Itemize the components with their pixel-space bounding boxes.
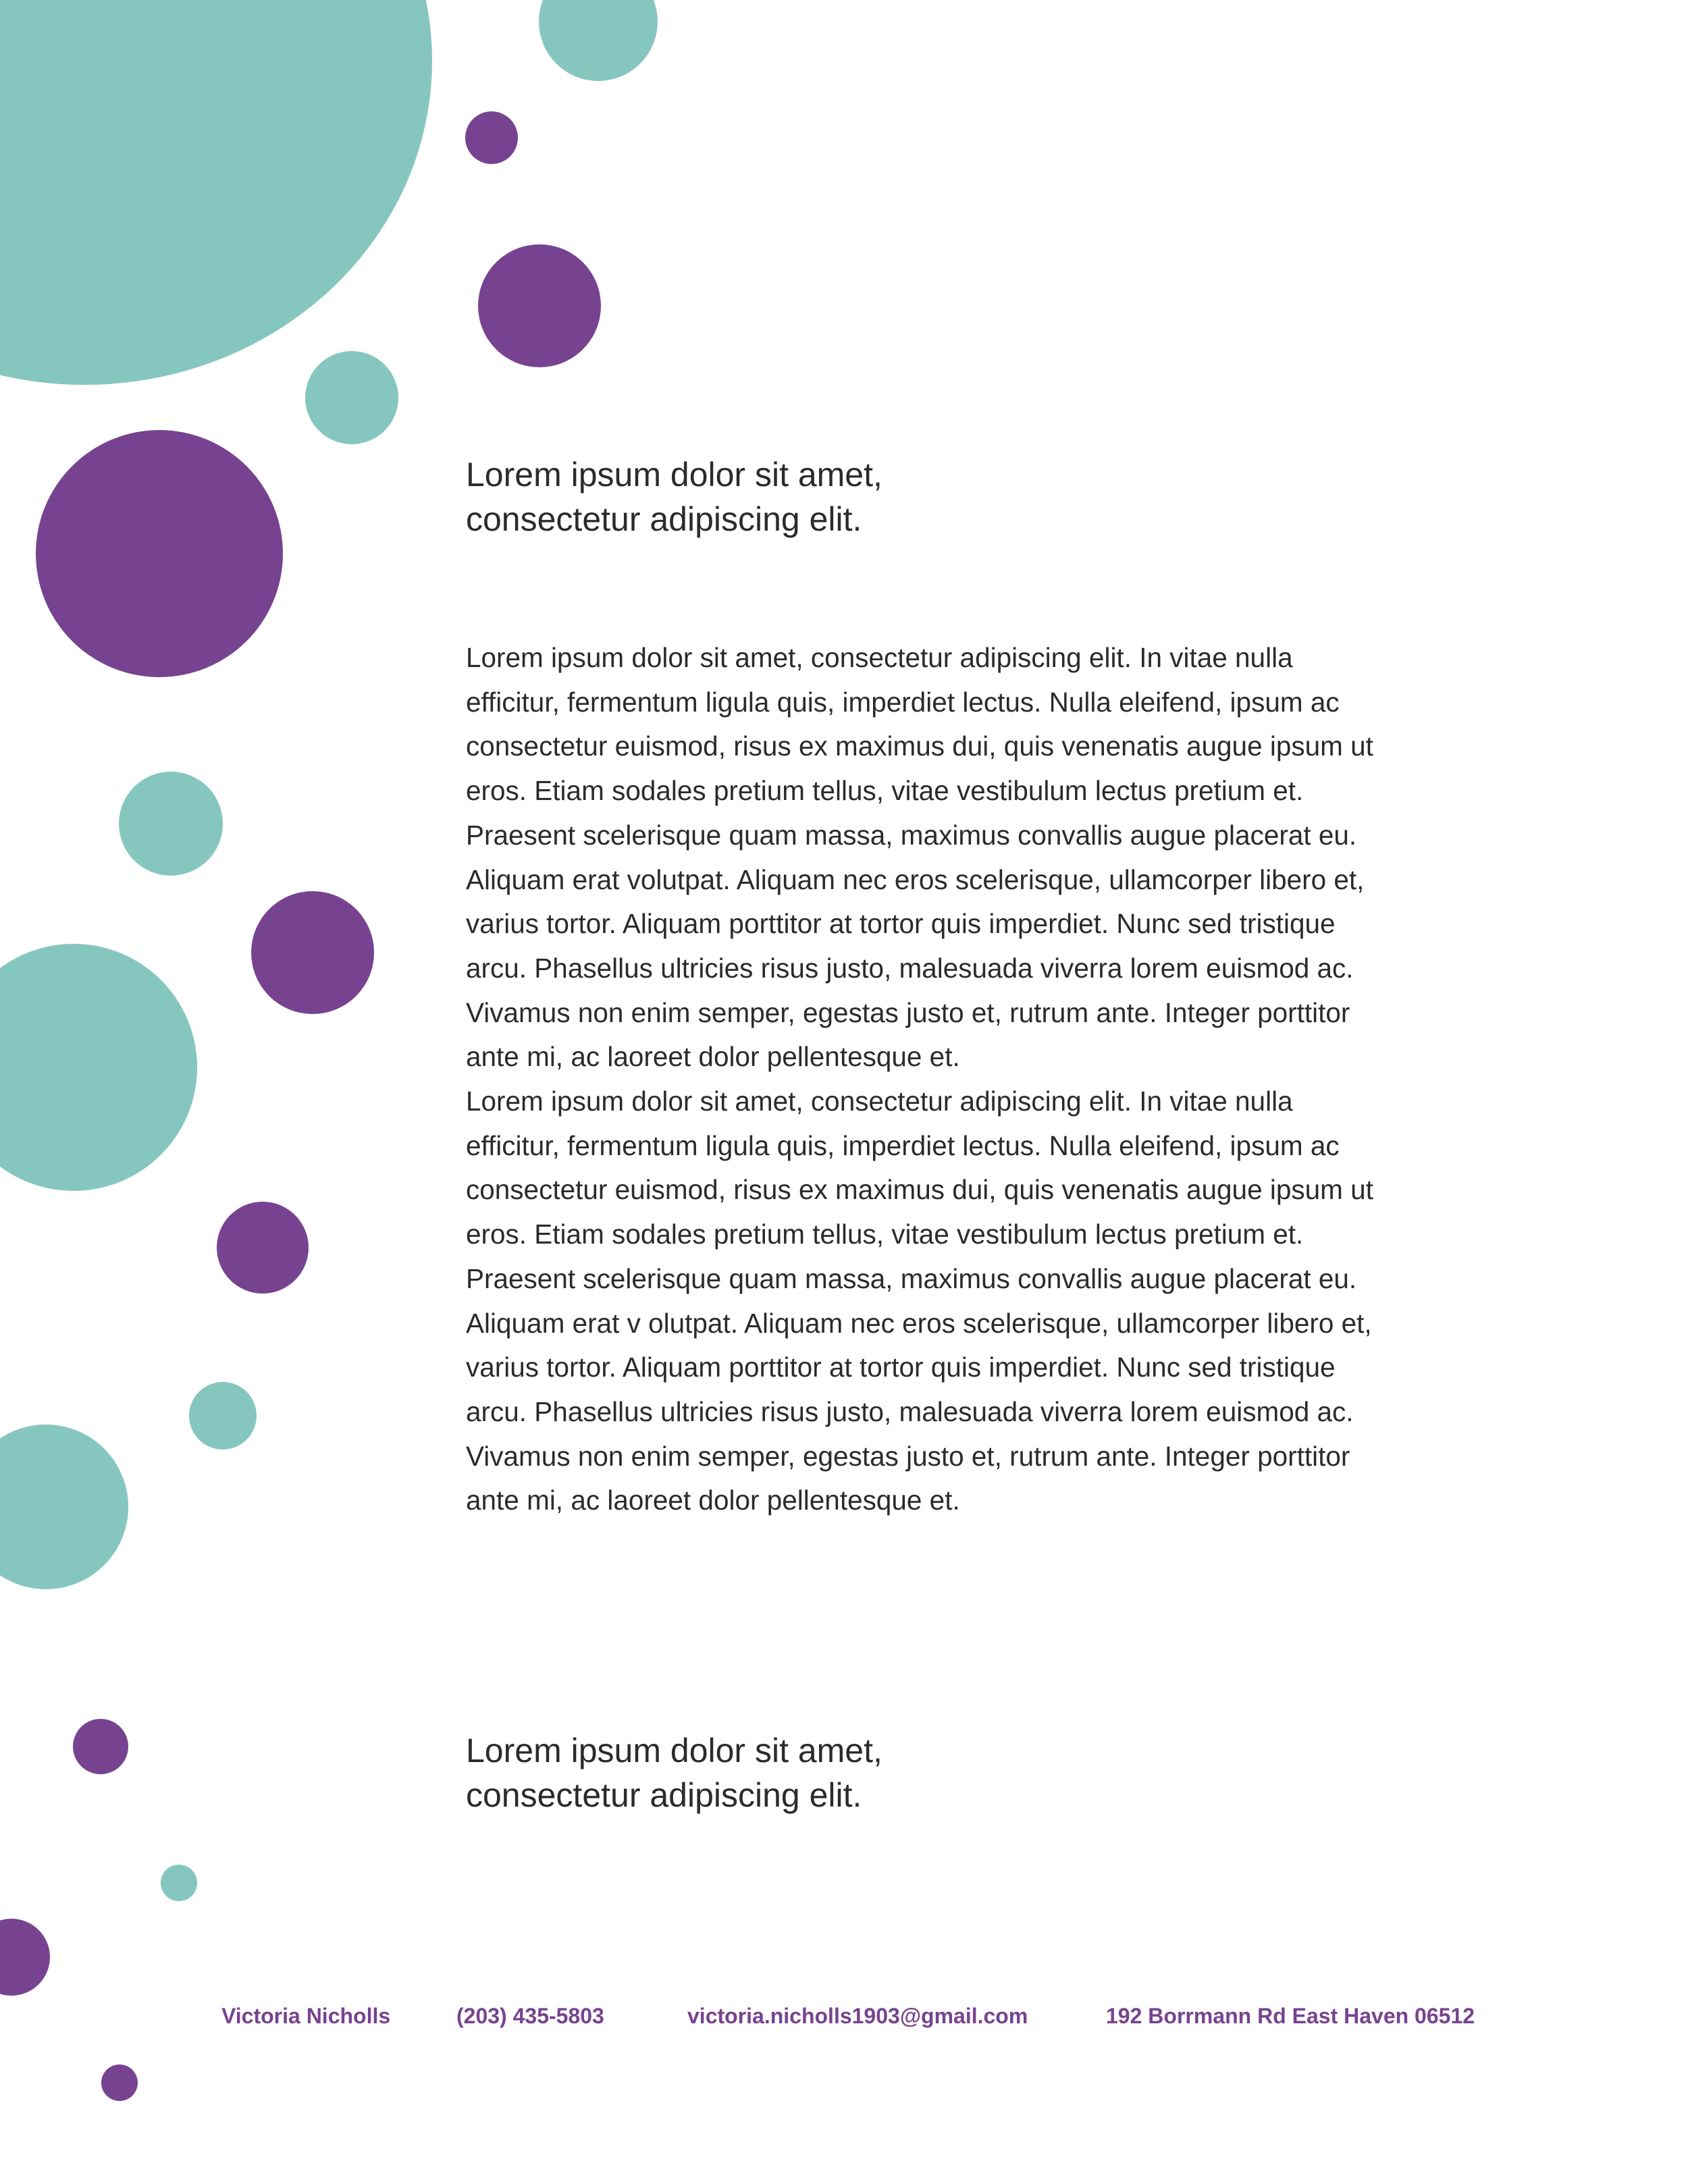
letter-heading-bottom: Lorem ipsum dolor sit amet, consectetur adipiscing elit. (466, 1732, 882, 1814)
contact-footer (0, 2004, 1688, 2037)
decorative-circle-purple-mid (251, 891, 374, 1014)
footer-phone: (203) 435-5803 (456, 2004, 604, 2028)
decorative-circle-purple-large (36, 430, 283, 677)
decorative-circle-teal-top (539, 0, 658, 81)
decorative-circle-purple-small-top (465, 111, 518, 164)
decorative-circle-teal-mid-top (305, 351, 398, 444)
decorative-circle-purple-small-lower (73, 1719, 128, 1774)
footer-address: 192 Borrmann Rd East Haven 06512 (1106, 2004, 1475, 2028)
decorative-circle-teal-small-lower (189, 1382, 257, 1449)
decorative-circle-purple-top (478, 244, 601, 367)
decorative-circle-purple-lower (217, 1202, 309, 1294)
decorative-circle-purple-tiny (101, 2065, 138, 2101)
decorative-circle-teal-large-top (0, 0, 432, 385)
decorative-circle-purple-edge (0, 1919, 50, 1996)
body-paragraph-1: Lorem ipsum dolor sit amet, consectetur adipiscing elit. In vitae nulla efficitur, fermentum ligula quis, imperdiet lectus. Nulla eleifend, ipsum ac consectetur euismod, risus ex maximus dui, quis venenatis augue ipsum ut eros. Etiam sodales pretium tellus, vitae vestibulum lectus pretium et. Praesent scelerisque quam massa, maximus convallis augue placerat eu. (466, 642, 1373, 851)
footer-name: Victoria Nicholls (221, 2004, 391, 2028)
decorative-circle-teal-mid (119, 772, 223, 876)
letter-heading-top: Lorem ipsum dolor sit amet, consectetur adipiscing elit. (466, 456, 882, 538)
body-paragraph-3: Lorem ipsum dolor sit amet, consectetur adipiscing elit. In vitae nulla efficitur, fermentum ligula quis, imperdiet lectus. Nulla eleifend, ipsum ac consectetur euismod, risus ex maximus dui, quis venenatis augue ipsum ut eros. Etiam sodales pretium tellus, vitae vestibulum lectus pretium et. Praesent scelerisque quam massa, maximus convallis augue placerat eu. Aliquam erat v olutpat. Aliquam nec eros scelerisque, ullamcorper libero et, varius tortor. Aliquam porttitor at tortor quis imperdiet. Nunc sed tristique arcu. Phasellus ultricies risus justo, malesuada viverra lorem euismod ac. Vivamus non enim semper, egestas justo et, rutrum ante. Integer porttitor ante mi, ac laoreet dolor pellentesque et. (466, 1086, 1373, 1516)
decorative-circle-teal-large-mid (0, 944, 197, 1191)
decorative-circle-teal-lower (0, 1424, 128, 1589)
letter-body (466, 636, 1391, 1523)
decorative-circle-teal-tiny (161, 1865, 197, 1901)
footer-email: victoria.nicholls1903@gmail.com (687, 2004, 1028, 2028)
body-paragraph-2: Aliquam erat volutpat. Aliquam nec eros scelerisque, ullamcorper libero et, varius tortor. Aliquam porttitor at tortor quis imperdiet. Nunc sed tristique arcu. Phasellus ultricies risus justo, malesuada viverra lorem euismod ac. Vivamus non enim semper, egestas justo et, rutrum ante. Integer porttitor ante mi, ac laoreet dolor pellentesque et. (466, 863, 1365, 1073)
